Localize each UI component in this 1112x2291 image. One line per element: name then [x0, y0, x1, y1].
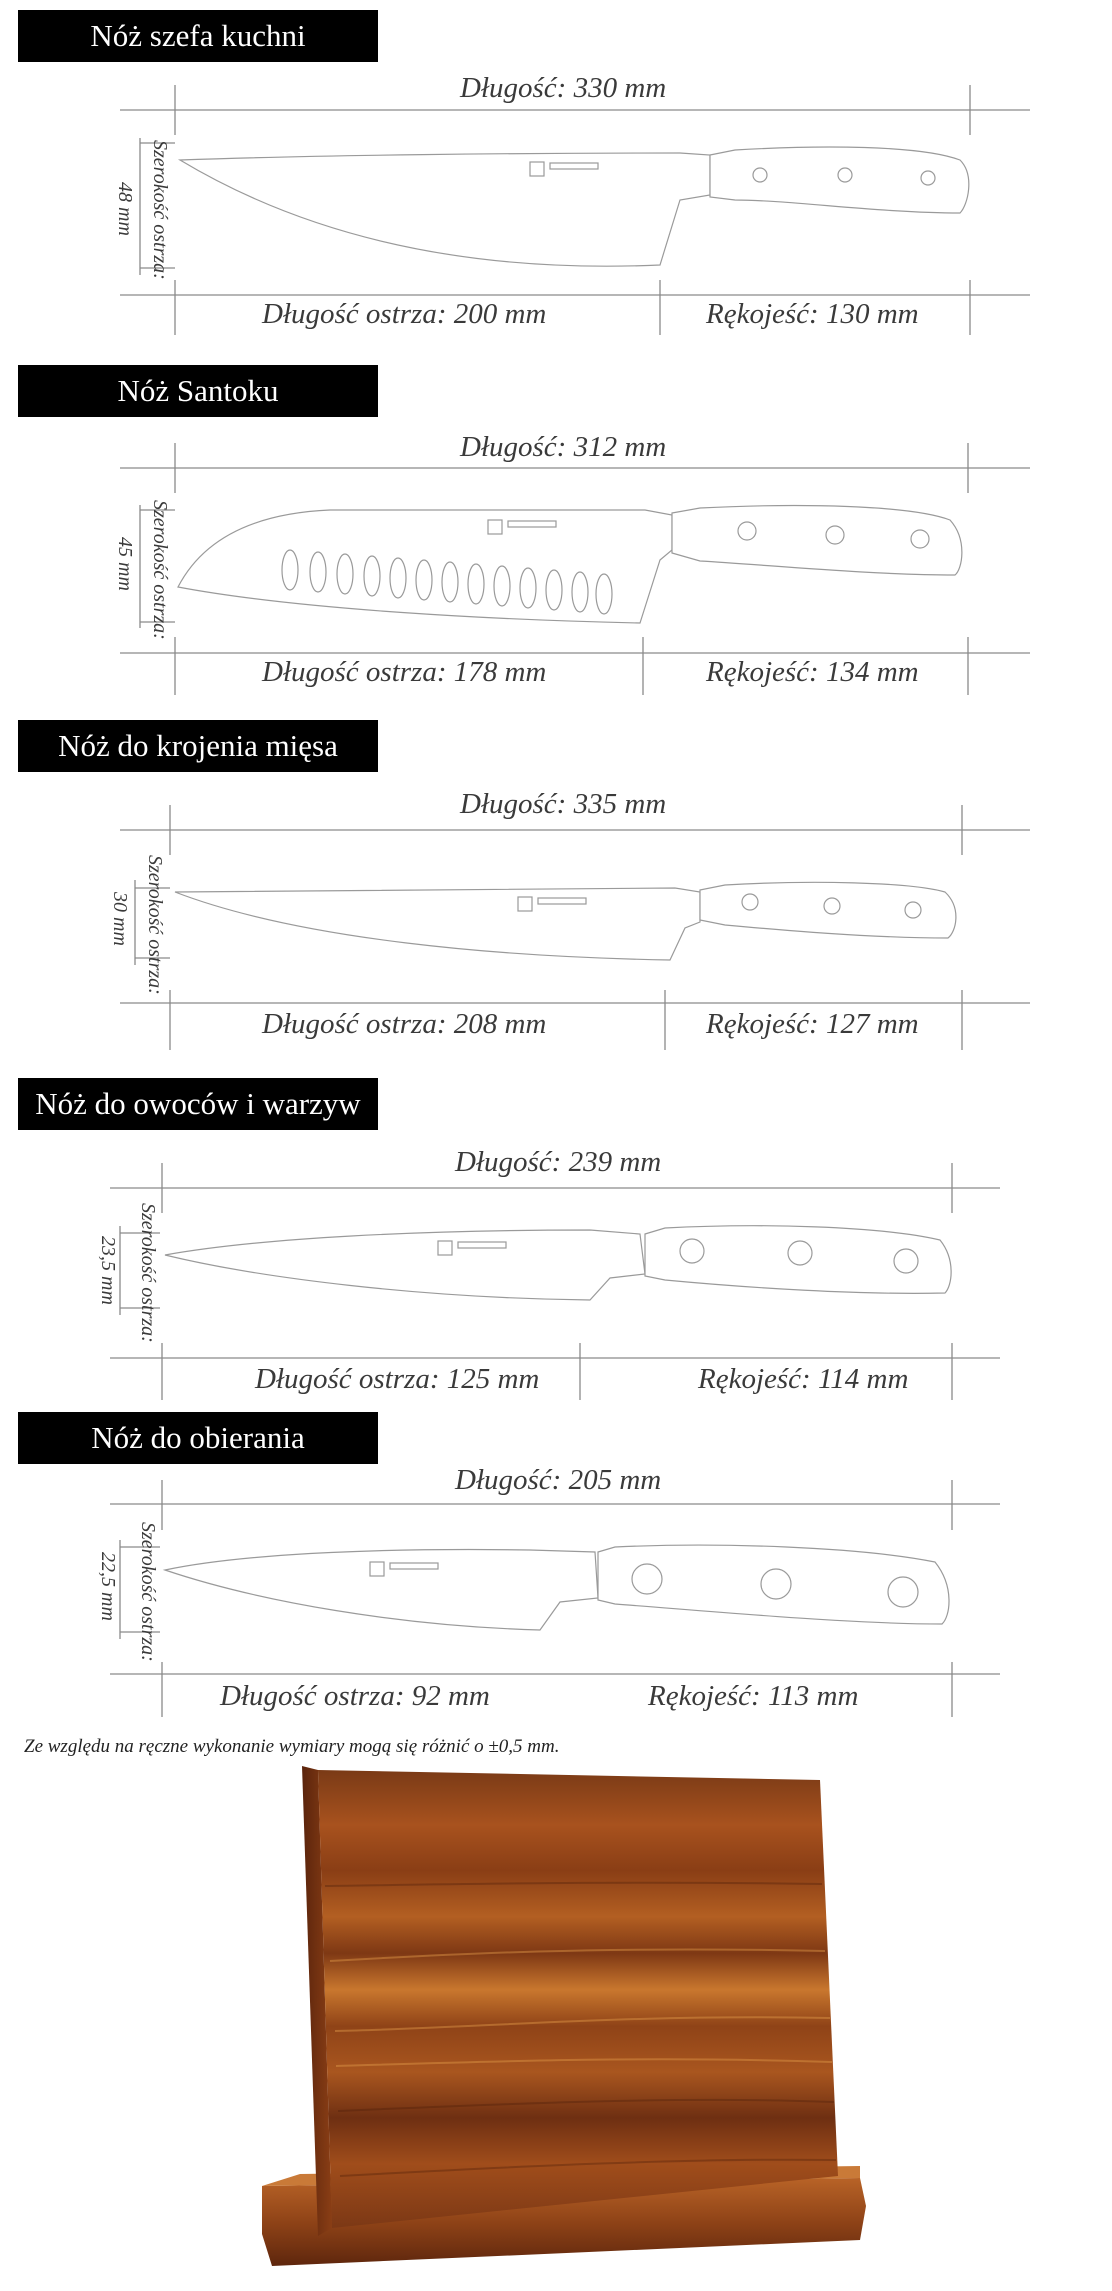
blade-length-paring: Długość ostrza: 92 mm: [220, 1680, 490, 1712]
handle-length-carving: Rękojeść: 127 mm: [706, 1008, 919, 1040]
magnetic-knife-block: [0, 1766, 1112, 2286]
total-length-carving: Długość: 335 mm: [460, 788, 667, 820]
total-length-chef: Długość: 330 mm: [460, 72, 667, 104]
knife-title-carving: Nóż do krojenia mięsa: [18, 720, 378, 772]
knife-section-chef: [0, 10, 1112, 340]
utility-knife-drawing: [165, 1226, 951, 1300]
blade-width-label-paring: Szerokość ostrza:: [137, 1522, 159, 1662]
blade-width-label-utility: Szerokość ostrza:: [137, 1203, 159, 1343]
chef-knife-drawing: [180, 147, 969, 266]
total-length-santoku: Długość: 312 mm: [460, 431, 667, 463]
blade-width-value-paring: 22,5 mm: [97, 1552, 119, 1621]
knife-section-utility: [0, 1078, 1112, 1408]
knife-title-paring: Nóż do obierania: [18, 1412, 378, 1464]
blade-length-carving: Długość ostrza: 208 mm: [262, 1008, 547, 1040]
total-length-utility: Długość: 239 mm: [455, 1146, 662, 1178]
handle-length-santoku: Rękojeść: 134 mm: [706, 656, 919, 688]
handle-length-utility: Rękojeść: 114 mm: [698, 1363, 909, 1395]
knife-section-paring: [0, 1412, 1112, 1732]
knife-title-chef: Nóż szefa kuchni: [18, 10, 378, 62]
blade-width-label-chef: Szerokość ostrza:: [149, 140, 171, 280]
paring-knife-drawing: [165, 1545, 949, 1630]
blade-width-value-carving: 30 mm: [109, 892, 131, 946]
handle-length-paring: Rękojeść: 113 mm: [648, 1680, 859, 1712]
blade-width-label-carving: Szerokość ostrza:: [144, 855, 166, 995]
total-length-paring: Długość: 205 mm: [455, 1464, 662, 1496]
tolerance-note: Ze względu na ręczne wykonanie wymiary mogą się różnić o ±0,5 mm.: [24, 1736, 560, 1757]
knife-section-santoku: [0, 365, 1112, 705]
knife-title-utility: Nóż do owoców i warzyw: [18, 1078, 378, 1130]
blade-width-value-santoku: 45 mm: [114, 537, 136, 591]
santoku-knife-drawing: [178, 506, 962, 623]
knife-block-image: [0, 1766, 1112, 2286]
handle-length-chef: Rękojeść: 130 mm: [706, 298, 919, 330]
blade-length-utility: Długość ostrza: 125 mm: [255, 1363, 540, 1395]
carving-knife-drawing: [175, 882, 956, 960]
blade-width-label-santoku: Szerokość ostrza:: [149, 500, 171, 640]
blade-length-chef: Długość ostrza: 200 mm: [262, 298, 547, 330]
blade-width-value-chef: 48 mm: [114, 182, 136, 236]
knife-title-santoku: Nóż Santoku: [18, 365, 378, 417]
blade-length-santoku: Długość ostrza: 178 mm: [262, 656, 547, 688]
blade-width-value-utility: 23,5 mm: [97, 1236, 119, 1305]
knife-section-carving: [0, 720, 1112, 1060]
